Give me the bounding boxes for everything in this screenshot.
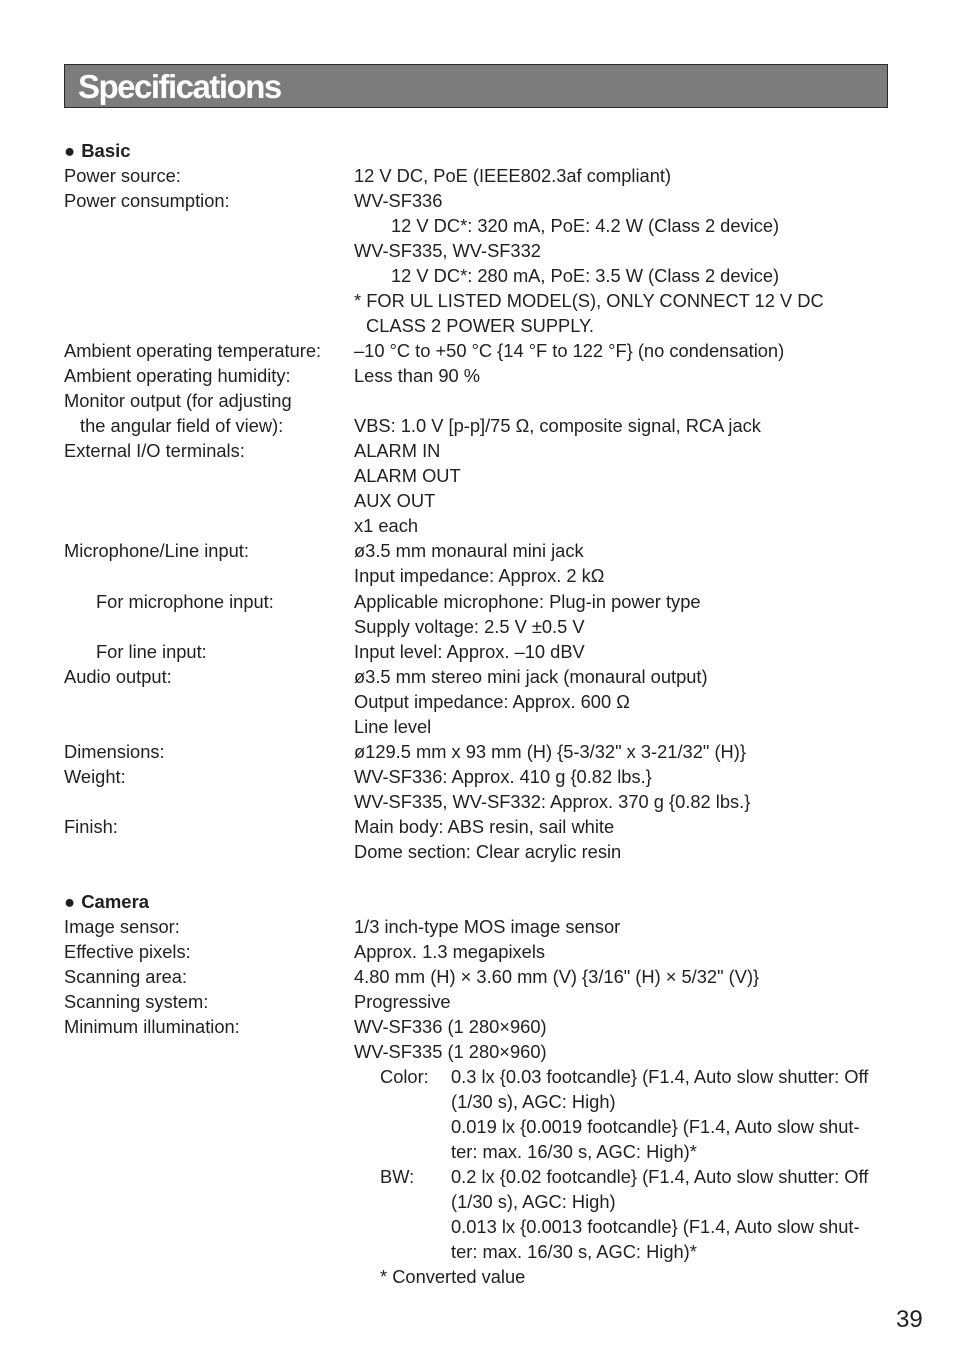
page-title: Specifications	[78, 68, 281, 105]
label-for-mic-input: For microphone input:	[96, 591, 274, 612]
label-finish: Finish:	[64, 816, 118, 837]
label-audio-output: Audio output:	[64, 666, 172, 687]
value-audio-impedance: Output impedance: Approx. 600 Ω	[354, 691, 630, 712]
value-pc-value-1: 12 V DC*: 320 mA, PoE: 4.2 W (Class 2 device)	[391, 215, 780, 236]
label-power-source: Power source:	[64, 165, 181, 186]
label-weight: Weight:	[64, 766, 126, 787]
value-mic-impedance: Input impedance: Approx. 2 kΩ	[354, 565, 605, 586]
value-finish-body: Main body: ABS resin, sail white	[354, 816, 615, 837]
value-io-alarm-in: ALARM IN	[354, 440, 441, 461]
value-color-4: ter: max. 16/30 s, AGC: High)*	[451, 1141, 697, 1162]
section-header-bar	[64, 64, 888, 108]
label-bw: BW:	[380, 1166, 415, 1187]
label-power-consumption: Power consumption:	[64, 190, 230, 211]
value-effective-pixels: Approx. 1.3 megapixels	[354, 941, 546, 962]
value-min-ill-model-1: WV-SF336 (1 280×960)	[354, 1016, 547, 1037]
label-monitor-output-2: the angular field of view):	[80, 415, 284, 436]
label-image-sensor: Image sensor:	[64, 916, 180, 937]
label-for-line-input: For line input:	[96, 641, 207, 662]
value-image-sensor: 1/3 inch-type MOS image sensor	[354, 916, 621, 937]
label-monitor-output-1: Monitor output (for adjusting	[64, 390, 292, 411]
value-audio-jack: ø3.5 mm stereo mini jack (monaural output)	[354, 666, 708, 687]
value-color-2: (1/30 s), AGC: High)	[451, 1091, 616, 1112]
value-mic-jack: ø3.5 mm monaural mini jack	[354, 540, 584, 561]
label-min-illumination: Minimum illumination:	[64, 1016, 240, 1037]
value-line-level: Input level: Approx. –10 dBV	[354, 641, 585, 662]
value-color-3: 0.019 lx {0.0019 footcandle} (F1.4, Auto slow shut-	[451, 1116, 860, 1137]
value-io-aux-out: AUX OUT	[354, 490, 436, 511]
value-mic-type: Applicable microphone: Plug-in power type	[354, 591, 701, 612]
value-pc-value-2: 12 V DC*: 280 mA, PoE: 3.5 W (Class 2 device)	[391, 265, 780, 286]
value-io-count: x1 each	[354, 515, 419, 536]
value-bw-3: 0.013 lx {0.0013 footcandle} (F1.4, Auto slow shut-	[451, 1216, 860, 1237]
value-io-alarm-out: ALARM OUT	[354, 465, 461, 486]
label-effective-pixels: Effective pixels:	[64, 941, 191, 962]
value-monitor-output: VBS: 1.0 V [p-p]/75 Ω, composite signal, RCA jack	[354, 415, 761, 436]
value-mic-supply: Supply voltage: 2.5 V ±0.5 V	[354, 616, 585, 637]
value-ambient-temp: –10 °C to +50 °C {14 °F to 122 °F} (no condensation)	[354, 340, 785, 361]
value-scanning-area: 4.80 mm (H) × 3.60 mm (V) {3/16" (H) × 5/32" (V)}	[354, 966, 760, 987]
value-dimensions: ø129.5 mm x 93 mm (H) {5-3/32" x 3-21/32" (H)}	[354, 741, 746, 762]
value-bw-2: (1/30 s), AGC: High)	[451, 1191, 616, 1212]
value-min-ill-model-2: WV-SF335 (1 280×960)	[354, 1041, 547, 1062]
value-color-1: 0.3 lx {0.03 footcandle} (F1.4, Auto slow shutter: Off	[451, 1066, 869, 1087]
section-heading-camera: ● Camera	[64, 891, 150, 912]
bullet-icon: ●	[64, 140, 76, 161]
bullet-icon: ●	[64, 891, 76, 912]
value-ambient-humidity: Less than 90 %	[354, 365, 481, 386]
label-external-io: External I/O terminals:	[64, 440, 245, 461]
page-number: 39	[896, 1306, 923, 1333]
section-heading-basic: ● Basic	[64, 140, 131, 161]
value-finish-dome: Dome section: Clear acrylic resin	[354, 841, 622, 862]
value-pc-note-1: * FOR UL LISTED MODEL(S), ONLY CONNECT 12 V DC	[354, 290, 824, 311]
value-weight-2: WV-SF335, WV-SF332: Approx. 370 g {0.82 lbs.}	[354, 791, 751, 812]
value-bw-4: ter: max. 16/30 s, AGC: High)*	[451, 1241, 697, 1262]
label-ambient-humidity: Ambient operating humidity:	[64, 365, 291, 386]
label-ambient-temp: Ambient operating temperature:	[64, 340, 322, 361]
label-dimensions: Dimensions:	[64, 741, 165, 762]
value-pc-model-1: WV-SF336	[354, 190, 443, 211]
value-weight-1: WV-SF336: Approx. 410 g {0.82 lbs.}	[354, 766, 652, 787]
value-pc-note-2: CLASS 2 POWER SUPPLY.	[366, 315, 594, 336]
label-scanning-system: Scanning system:	[64, 991, 209, 1012]
label-color: Color:	[380, 1066, 429, 1087]
value-pc-model-2: WV-SF335, WV-SF332	[354, 240, 541, 261]
label-mic-line-input: Microphone/Line input:	[64, 540, 249, 561]
label-scanning-area: Scanning area:	[64, 966, 187, 987]
value-power-source: 12 V DC, PoE (IEEE802.3af compliant)	[354, 165, 672, 186]
value-audio-level: Line level	[354, 716, 432, 737]
footnote-converted-value: * Converted value	[380, 1266, 526, 1287]
value-bw-1: 0.2 lx {0.02 footcandle} (F1.4, Auto slow shutter: Off	[451, 1166, 869, 1187]
value-scanning-system: Progressive	[354, 991, 451, 1012]
